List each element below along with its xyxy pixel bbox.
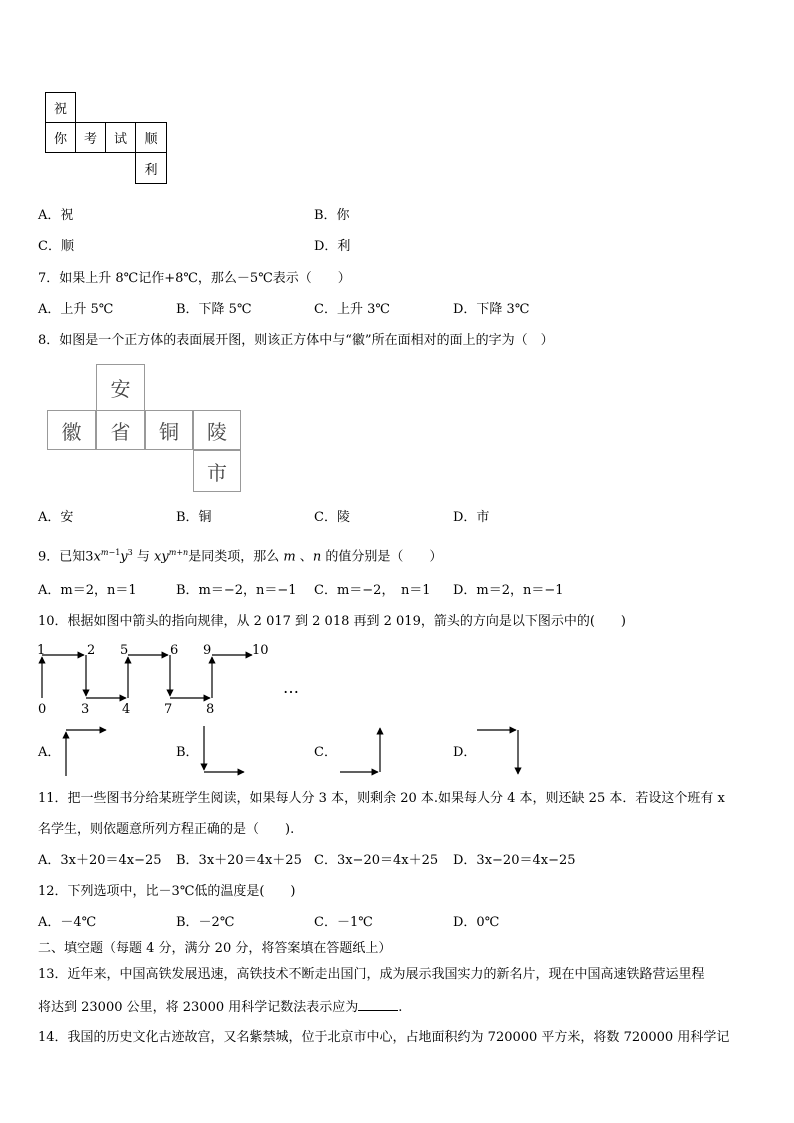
question-11-stem-cont: 名学生，则依题意所列方程正确的是（ ). bbox=[38, 822, 295, 837]
question-11-stem: 11．把一些图书分给某班学生阅读，如果每人分 3 本，则剩余 20 本.如果每人分 4 本，则还缺 25 本．若设这个班有 x bbox=[38, 791, 725, 806]
option-c[interactable]: C．顺 bbox=[38, 239, 74, 254]
net-cell: 你 bbox=[45, 122, 76, 153]
option-b[interactable]: B．你 bbox=[314, 208, 350, 223]
option-b[interactable]: B． bbox=[176, 745, 199, 760]
net-cell: 顺 bbox=[135, 122, 167, 153]
pattern-number: 0 bbox=[38, 702, 47, 717]
option-d[interactable]: D．下降 3℃ bbox=[453, 302, 530, 317]
question-7-stem: 7．如果上升 8℃记作+8℃，那么－5℃表示（ ） bbox=[38, 271, 351, 286]
option-a[interactable]: A．m＝2，n＝1 bbox=[38, 583, 137, 598]
question-9-stem: 9．已知$3x^{m-1}y^3$ 与 $xy^{m+n}$是同类项，那么 m 、n 的值分别是（ ） bbox=[38, 548, 443, 565]
net-cell: 利 bbox=[135, 152, 167, 184]
net-cell: 铜 bbox=[145, 410, 193, 450]
net-cell: 祝 bbox=[45, 92, 76, 123]
option-c[interactable]: C．m＝−2， n＝1 bbox=[314, 583, 431, 598]
option-a[interactable]: A． bbox=[38, 745, 61, 760]
question-13-stem: 13．近年来，中国高铁发展迅速，高铁技术不断走出国门，成为展示我国实力的新名片，现在中国高速铁路营运里程 bbox=[38, 967, 705, 982]
option-a[interactable]: A．3x＋20＝4x−25 bbox=[38, 853, 162, 868]
option-c[interactable]: C．上升 3℃ bbox=[314, 302, 390, 317]
pattern-number: 2 bbox=[87, 643, 96, 658]
option-b[interactable]: B．－2℃ bbox=[176, 915, 235, 930]
question-13-stem-cont: 将达到 23000 公里，将 23000 用科学记数法表示应为 . bbox=[38, 1000, 403, 1015]
question-8-stem: 8．如图是一个正方体的表面展开图，则该正方体中与“徽”所在面相对的面上的字为（ ） bbox=[38, 333, 554, 348]
option-b[interactable]: B．3x＋20＝4x＋25 bbox=[176, 853, 302, 868]
pattern-number: 10 bbox=[252, 643, 269, 658]
net-cell: 考 bbox=[75, 122, 106, 153]
question-10-stem: 10．根据如图中箭头的指向规律，从 2 017 到 2 018 再到 2 019，箭头的方向是以下图示中的( ) bbox=[38, 614, 626, 629]
section-heading: 二、填空题（每题 4 分，满分 20 分，将答案填在答题纸上） bbox=[38, 941, 392, 956]
question-14-stem: 14．我国的历史文化古迹故宫，又名紫禁城，位于北京市中心，占地面积约为 720000 平方米，将数 720000 用科学记 bbox=[38, 1030, 730, 1045]
net-cell: 陵 bbox=[193, 410, 241, 450]
net-cell: 试 bbox=[105, 122, 136, 153]
option-d[interactable]: D． bbox=[453, 745, 477, 760]
option-a[interactable]: A．祝 bbox=[38, 208, 74, 223]
stem-text: 9．已知 bbox=[38, 549, 86, 565]
option-d[interactable]: D．市 bbox=[453, 510, 490, 525]
pattern-number: 7 bbox=[164, 702, 173, 717]
net-cell: 徽 bbox=[47, 410, 96, 450]
option-d[interactable]: D．m＝2，n＝−1 bbox=[453, 583, 564, 598]
option-d[interactable]: D．利 bbox=[314, 239, 351, 254]
option-b[interactable]: B．m＝−2，n＝−1 bbox=[176, 583, 297, 598]
stem-text: 是同类项，那么 bbox=[188, 549, 280, 565]
option-b[interactable]: B．铜 bbox=[176, 510, 212, 525]
option-c[interactable]: C．－1℃ bbox=[314, 915, 373, 930]
net-cell: 安 bbox=[96, 364, 145, 410]
pattern-number: 3 bbox=[81, 702, 90, 717]
option-a[interactable]: A．安 bbox=[38, 510, 74, 525]
option-c[interactable]: C．陵 bbox=[314, 510, 350, 525]
pattern-number: 9 bbox=[203, 643, 212, 658]
answer-blank[interactable] bbox=[358, 998, 398, 1011]
pattern-number: 6 bbox=[170, 643, 179, 658]
stem-text: 的值分别是（ ） bbox=[325, 549, 443, 565]
option-a[interactable]: A．－4℃ bbox=[38, 915, 97, 930]
option-d[interactable]: D．0℃ bbox=[453, 915, 500, 930]
option-b[interactable]: B．下降 5℃ bbox=[176, 302, 252, 317]
option-c[interactable]: C． bbox=[314, 745, 337, 760]
net-cell: 省 bbox=[96, 410, 145, 450]
pattern-arrows bbox=[42, 655, 518, 776]
pattern-number: 4 bbox=[122, 702, 131, 717]
stem-text: 与 bbox=[136, 549, 150, 565]
pattern-number: 1 bbox=[37, 643, 46, 658]
option-c[interactable]: C．3x−20＝4x＋25 bbox=[314, 853, 439, 868]
option-a[interactable]: A．上升 5℃ bbox=[38, 302, 114, 317]
ellipsis: … bbox=[283, 678, 299, 697]
net-cell: 市 bbox=[193, 450, 241, 492]
pattern-number: 5 bbox=[120, 643, 129, 658]
option-d[interactable]: D．3x−20＝4x−25 bbox=[453, 853, 576, 868]
question-12-stem: 12．下列选项中，比－3℃低的温度是( ) bbox=[38, 884, 296, 899]
stem-text: 将达到 23000 公里，将 23000 用科学记数法表示应为 bbox=[38, 1000, 359, 1015]
pattern-number: 8 bbox=[206, 702, 215, 717]
